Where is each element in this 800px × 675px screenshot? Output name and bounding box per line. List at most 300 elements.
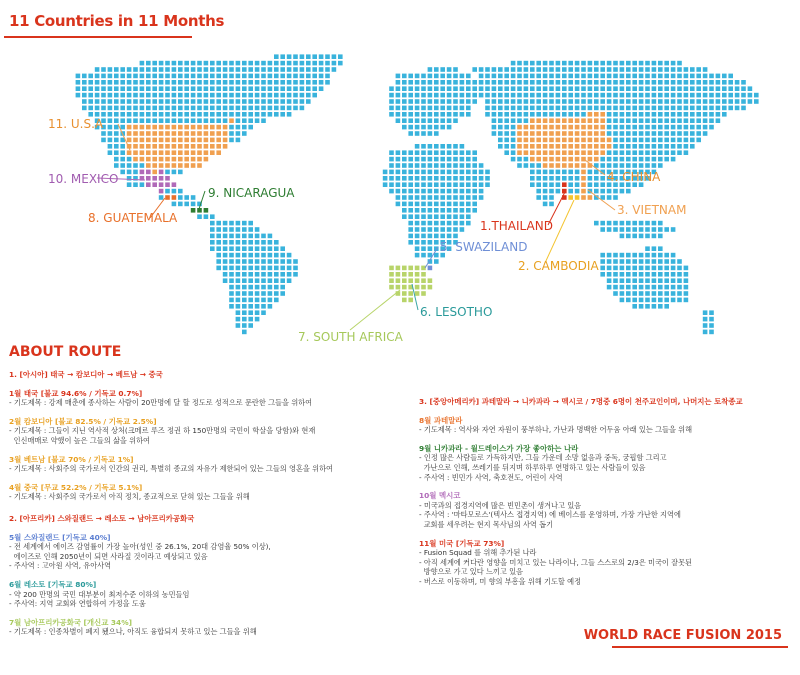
map-dot (101, 99, 106, 104)
map-dot (690, 144, 695, 149)
map-dot (216, 221, 221, 226)
map-dot (293, 74, 298, 79)
map-dot (223, 234, 228, 239)
map-dot (108, 67, 113, 72)
map-dot (472, 157, 477, 162)
map-dot (95, 99, 100, 104)
map-dot (575, 195, 580, 200)
map-dot (210, 144, 215, 149)
map-dot (434, 150, 439, 155)
map-dot (268, 291, 273, 296)
label-guatemala: 8. GUATEMALA (88, 211, 178, 225)
map-dot (402, 285, 407, 290)
map-dot (671, 99, 676, 104)
map-dot (466, 163, 471, 168)
map-dot (498, 74, 503, 79)
map-dot (184, 144, 189, 149)
map-dot (735, 93, 740, 98)
map-dot (191, 138, 196, 143)
map-dot (146, 80, 151, 85)
map-dot (575, 74, 580, 79)
map-dot (229, 106, 234, 111)
map-dot (255, 106, 260, 111)
map-dot (332, 54, 337, 59)
map-dot (197, 138, 202, 143)
map-dot (575, 80, 580, 85)
map-dot (133, 144, 138, 149)
map-dot (575, 118, 580, 123)
map-dot (434, 182, 439, 187)
map-dot (197, 106, 202, 111)
map-dot (159, 170, 164, 175)
map-dot (140, 74, 145, 79)
map-dot (460, 170, 465, 175)
map-dot (114, 86, 119, 91)
map-dot (466, 106, 471, 111)
map-dot (216, 144, 221, 149)
map-dot (600, 259, 605, 264)
map-dot (204, 74, 209, 79)
map-dot (165, 112, 170, 117)
map-dot (242, 278, 247, 283)
map-dot (479, 182, 484, 187)
map-dot (677, 138, 682, 143)
map-dot (248, 106, 253, 111)
map-dot (172, 61, 177, 66)
map-dot (447, 176, 452, 181)
map-dot (690, 93, 695, 98)
map-dot (568, 138, 573, 143)
map-dot (703, 86, 708, 91)
map-dot (172, 202, 177, 207)
map-dot (716, 106, 721, 111)
map-dot (229, 234, 234, 239)
map-dot (408, 278, 413, 283)
map-dot (664, 285, 669, 290)
map-dot (415, 150, 420, 155)
map-dot (280, 61, 285, 66)
map-dot (306, 93, 311, 98)
map-dot (645, 106, 650, 111)
map-dot (210, 61, 215, 66)
map-dot (408, 298, 413, 303)
map-dot (440, 170, 445, 175)
map-dot (447, 214, 452, 219)
map-dot (594, 125, 599, 130)
map-dot (114, 118, 119, 123)
map-dot (82, 106, 87, 111)
map-dot (556, 67, 561, 72)
map-dot (428, 176, 433, 181)
map-dot (632, 61, 637, 66)
map-dot (293, 272, 298, 277)
map-dot (440, 80, 445, 85)
map-dot (620, 291, 625, 296)
map-dot (223, 74, 228, 79)
map-dot (568, 80, 573, 85)
map-dot (543, 182, 548, 187)
map-dot (684, 106, 689, 111)
map-dot (248, 80, 253, 85)
map-dot (152, 86, 157, 91)
map-dot (268, 285, 273, 290)
map-dot (677, 93, 682, 98)
map-dot (671, 106, 676, 111)
map-dot (421, 208, 426, 213)
map-dot (389, 86, 394, 91)
map-dot (229, 118, 234, 123)
map-dot (402, 150, 407, 155)
map-dot (82, 86, 87, 91)
map-dot (504, 80, 509, 85)
map-dot (728, 106, 733, 111)
map-dot (524, 138, 529, 143)
map-dot (261, 285, 266, 290)
map-dot (76, 80, 81, 85)
map-dot (421, 125, 426, 130)
map-dot (236, 259, 241, 264)
map-dot (709, 330, 714, 335)
map-dot (178, 131, 183, 136)
map-dot (639, 150, 644, 155)
map-dot (396, 285, 401, 290)
map-dot (274, 298, 279, 303)
map-dot (549, 74, 554, 79)
map-dot (88, 86, 93, 91)
map-dot (396, 74, 401, 79)
map-dot (652, 246, 657, 251)
map-dot (268, 80, 273, 85)
map-dot (472, 93, 477, 98)
map-dot (703, 118, 708, 123)
map-dot (140, 86, 145, 91)
map-dot (242, 272, 247, 277)
map-dot (524, 86, 529, 91)
map-dot (658, 227, 663, 232)
map-dot (556, 93, 561, 98)
route-month-detail: 교회를 세우려는 현지 목사님의 사역 돕기 (419, 519, 554, 529)
map-dot (716, 118, 721, 123)
map-dot (466, 93, 471, 98)
map-dot (536, 125, 541, 130)
route-right-column (419, 393, 794, 587)
map-dot (600, 118, 605, 123)
map-dot (88, 99, 93, 104)
map-dot (556, 61, 561, 66)
map-dot (652, 106, 657, 111)
map-dot (504, 74, 509, 79)
map-dot (607, 195, 612, 200)
map-dot (280, 259, 285, 264)
map-dot (588, 112, 593, 117)
map-dot (536, 195, 541, 200)
map-dot (511, 67, 516, 72)
map-dot (479, 93, 484, 98)
map-dot (415, 272, 420, 277)
map-dot (549, 118, 554, 123)
map-dot (620, 125, 625, 130)
map-dot (568, 86, 573, 91)
map-dot (389, 266, 394, 271)
map-dot (543, 106, 548, 111)
map-dot (152, 131, 157, 136)
map-dot (645, 253, 650, 258)
map-dot (133, 138, 138, 143)
map-dot (229, 221, 234, 226)
map-dot (172, 118, 177, 123)
map-dot (498, 138, 503, 143)
map-dot (184, 80, 189, 85)
map-dot (434, 93, 439, 98)
map-dot (248, 246, 253, 251)
map-dot (191, 61, 196, 66)
map-dot (600, 182, 605, 187)
map-dot (261, 272, 266, 277)
map-dot (300, 67, 305, 72)
map-dot (588, 80, 593, 85)
map-dot (626, 272, 631, 277)
map-dot (261, 310, 266, 315)
map-dot (428, 202, 433, 207)
map-dot (120, 157, 125, 162)
map-dot (434, 214, 439, 219)
map-dot (300, 61, 305, 66)
map-dot (236, 304, 241, 309)
map-dot (108, 99, 113, 104)
map-dot (268, 240, 273, 245)
map-dot (204, 61, 209, 66)
map-dot (613, 61, 618, 66)
map-dot (312, 61, 317, 66)
map-dot (652, 234, 657, 239)
map-dot (440, 67, 445, 72)
map-dot (447, 112, 452, 117)
map-dot (620, 150, 625, 155)
map-dot (261, 304, 266, 309)
map-dot (440, 86, 445, 91)
map-dot (312, 54, 317, 59)
map-dot (428, 208, 433, 213)
map-dot (671, 266, 676, 271)
map-dot (549, 99, 554, 104)
route-month-detail: - 기도제목 : 사회주의 국가로서 아직 정치, 종교적으로 닫혀 있는 그들을 위해 (9, 492, 250, 502)
route-month-detail: - 전 세계에서 에이즈 감염률이 가장 높아(성인 중 26.1%, 20대 감염율 50% 이상), (9, 542, 271, 552)
map-dot (485, 86, 490, 91)
map-dot (677, 118, 682, 123)
map-dot (210, 150, 215, 155)
map-dot (172, 150, 177, 155)
map-dot (408, 195, 413, 200)
map-dot (652, 259, 657, 264)
map-dot (255, 317, 260, 322)
map-dot (274, 80, 279, 85)
map-dot (82, 80, 87, 85)
map-dot (562, 93, 567, 98)
map-dot (581, 195, 586, 200)
map-dot (543, 99, 548, 104)
map-dot (677, 266, 682, 271)
map-dot (594, 74, 599, 79)
map-dot (248, 323, 253, 328)
map-dot (613, 259, 618, 264)
map-dot (440, 234, 445, 239)
map-dot (261, 99, 266, 104)
map-dot (581, 99, 586, 104)
map-dot (664, 278, 669, 283)
map-dot (562, 74, 567, 79)
map-dot (428, 285, 433, 290)
map-dot (632, 221, 637, 226)
map-dot (402, 99, 407, 104)
map-dot (581, 182, 586, 187)
map-dot (626, 266, 631, 271)
map-dot (216, 67, 221, 72)
map-dot (415, 118, 420, 123)
map-dot (645, 131, 650, 136)
map-dot (434, 253, 439, 258)
map-dot (594, 144, 599, 149)
map-dot (434, 240, 439, 245)
map-dot (466, 170, 471, 175)
map-dot (402, 182, 407, 187)
map-dot (434, 112, 439, 117)
map-dot (229, 259, 234, 264)
map-dot (722, 112, 727, 117)
map-dot (677, 80, 682, 85)
map-dot (504, 106, 509, 111)
route-month-title: 5월 스와질랜드 [기독교 40%] (9, 532, 111, 542)
map-dot (524, 150, 529, 155)
map-dot (146, 182, 151, 187)
map-dot (536, 93, 541, 98)
map-dot (236, 118, 241, 123)
map-dot (716, 93, 721, 98)
map-dot (594, 106, 599, 111)
map-dot (280, 253, 285, 258)
map-dot (248, 253, 253, 258)
map-dot (165, 125, 170, 130)
map-dot (268, 74, 273, 79)
map-dot (415, 202, 420, 207)
map-dot (504, 150, 509, 155)
map-dot (652, 74, 657, 79)
map-dot (421, 144, 426, 149)
map-dot (402, 266, 407, 271)
map-dot (191, 80, 196, 85)
map-dot (460, 208, 465, 213)
map-dot (248, 278, 253, 283)
map-dot (607, 131, 612, 136)
map-dot (159, 112, 164, 117)
map-dot (453, 80, 458, 85)
map-dot (255, 298, 260, 303)
map-dot (95, 112, 100, 117)
map-dot (421, 112, 426, 117)
map-dot (178, 138, 183, 143)
map-dot (421, 202, 426, 207)
map-dot (613, 125, 618, 130)
map-dot (261, 291, 266, 296)
map-dot (127, 170, 132, 175)
map-dot (389, 272, 394, 277)
map-dot (607, 221, 612, 226)
map-dot (466, 214, 471, 219)
map-dot (709, 80, 714, 85)
map-dot (274, 74, 279, 79)
map-dot (421, 163, 426, 168)
map-dot (588, 150, 593, 155)
map-dot (261, 80, 266, 85)
map-dot (242, 259, 247, 264)
map-dot (300, 93, 305, 98)
map-dot (530, 170, 535, 175)
map-dot (479, 86, 484, 91)
map-dot (319, 67, 324, 72)
map-dot (658, 234, 663, 239)
map-dot (248, 74, 253, 79)
map-dot (408, 240, 413, 245)
map-dot (607, 272, 612, 277)
map-dot (671, 118, 676, 123)
map-dot (511, 138, 516, 143)
map-dot (549, 157, 554, 162)
map-dot (120, 125, 125, 130)
map-dot (620, 86, 625, 91)
map-dot (165, 144, 170, 149)
map-dot (466, 221, 471, 226)
map-dot (184, 118, 189, 123)
map-dot (626, 163, 631, 168)
map-dot (165, 170, 170, 175)
map-dot (114, 150, 119, 155)
map-dot (191, 195, 196, 200)
map-dot (210, 234, 215, 239)
map-dot (607, 61, 612, 66)
map-dot (479, 163, 484, 168)
map-dot (466, 80, 471, 85)
map-dot (140, 99, 145, 104)
map-dot (556, 80, 561, 85)
map-dot (76, 74, 81, 79)
map-dot (556, 182, 561, 187)
map-dot (549, 144, 554, 149)
map-dot (600, 163, 605, 168)
map-dot (178, 80, 183, 85)
map-dot (216, 118, 221, 123)
map-dot (524, 131, 529, 136)
map-dot (434, 227, 439, 232)
map-dot (223, 278, 228, 283)
map-dot (248, 227, 253, 232)
map-dot (415, 182, 420, 187)
map-dot (184, 61, 189, 66)
map-dot (632, 80, 637, 85)
map-dot (594, 93, 599, 98)
map-dot (261, 246, 266, 251)
map-dot (549, 112, 554, 117)
map-dot (421, 253, 426, 258)
map-dot (658, 67, 663, 72)
map-dot (575, 86, 580, 91)
map-dot (197, 157, 202, 162)
map-dot (172, 106, 177, 111)
map-dot (223, 93, 228, 98)
map-dot (536, 112, 541, 117)
map-dot (652, 138, 657, 143)
map-dot (460, 221, 465, 226)
map-dot (236, 291, 241, 296)
map-dot (594, 67, 599, 72)
